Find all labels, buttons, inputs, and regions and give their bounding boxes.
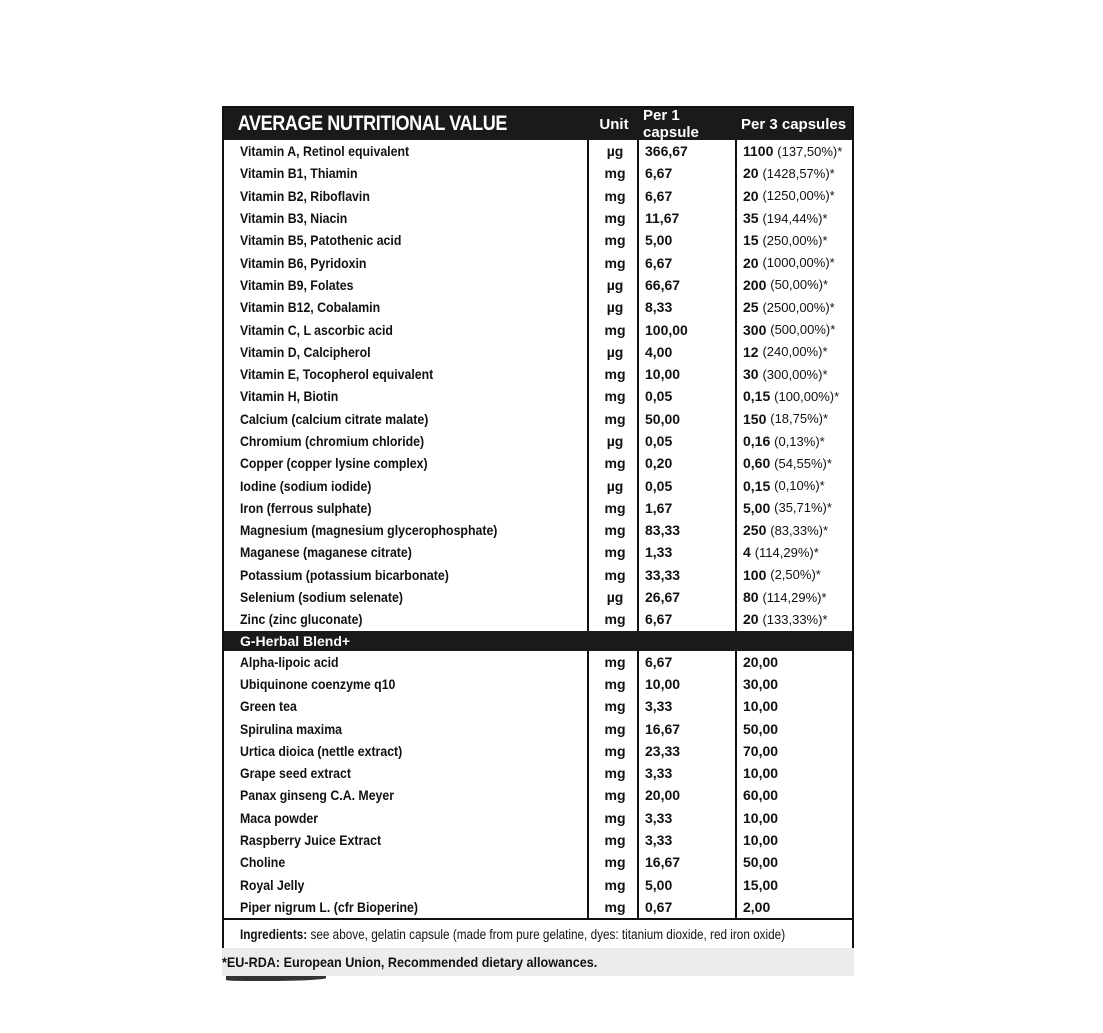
nutrient-per1: 1,67 [637,497,735,519]
nutrient-per1: 6,67 [637,251,735,273]
nutrient-rda: (0,10%)* [774,478,825,494]
nutrient-name-text: Green tea [240,698,297,715]
nutrient-per3-cell [735,717,852,739]
nutrient-unit: mg [587,519,637,541]
table-row [224,541,852,563]
ingredients-text: see above, gelatin capsule (made from pure gelatine, dyes: titanium dioxide, red iron oxide) [307,926,786,942]
nutrient-rda: (100,00%)* [774,388,840,404]
nutrient-name [224,676,587,692]
nutrient-per3: 10,00 [743,765,779,782]
nutrient-unit: mg [587,229,637,251]
nutrient-name-text: Zinc (zinc gluconate) [240,611,363,628]
nutrient-per1: 100,00 [637,318,735,340]
nutrition-table [222,106,854,950]
nutrient-per3-cell [735,651,852,673]
nutrient-name [224,522,587,538]
nutrient-unit: µg [587,341,637,363]
nutrient-name-text: Maganese (maganese citrate) [240,544,412,561]
table-row [224,497,852,519]
nutrient-name-text: Iron (ferrous sulphate) [240,499,372,516]
nutrient-name-text: Alpha-lipoic acid [240,653,339,670]
nutrient-name [224,322,587,338]
nutrient-per3: 50,00 [743,854,779,871]
nutrient-name [224,188,587,204]
nutrient-per3-cell [735,296,852,318]
nutrient-per3-cell [735,207,852,229]
nutrient-rda: (114,29%)* [754,544,819,560]
nutrient-rda: (500,00%)* [770,322,836,338]
nutrient-unit: mg [587,363,637,385]
nutrient-name-text: Selenium (sodium selenate) [240,589,403,606]
nutrient-rda: (35,71%)* [774,500,832,516]
nutrient-unit: mg [587,185,637,207]
nutrient-per1: 3,33 [637,762,735,784]
nutrient-unit: µg [587,430,637,452]
table-row [224,229,852,251]
nutrient-name [224,654,587,670]
nutrient-unit: mg [587,762,637,784]
nutrient-unit: mg [587,651,637,673]
nutrient-unit: mg [587,318,637,340]
nutrient-per1: 16,67 [637,717,735,739]
nutrient-per3: 0,16 [743,433,771,449]
nutrient-per1: 10,00 [637,363,735,385]
nutrient-name-text: Ubiquinone coenzyme q10 [240,675,396,692]
nutrient-per3-cell [735,673,852,695]
nutrient-per3: 250 [743,522,767,539]
nutrient-name-text: Vitamin E, Tocopherol equivalent [240,366,434,383]
nutrient-per3-cell [735,430,852,452]
nutrient-per3-cell [735,363,852,385]
nutrient-name [224,721,587,737]
column-header-per3: Per 3 capsules [741,115,847,133]
nutrient-rda: (2,50%)* [770,567,821,583]
nutrient-name-text: Vitamin B1, Thiamin [240,165,358,182]
table-row [224,296,852,318]
nutrient-name-text: Chromium (chromium chloride) [240,433,425,449]
nutrient-name [224,787,587,803]
nutrient-per3-cell [735,762,852,784]
table-row [224,318,852,340]
nutrient-unit: mg [587,162,637,184]
nutrient-per1: 33,33 [637,564,735,586]
nutrient-name-text: Royal Jelly [240,876,305,893]
nutrient-unit: mg [587,408,637,430]
nutrient-rda: (0,13%)* [774,433,825,449]
table-row [224,608,852,630]
nutrient-rda: (18,75%)* [770,411,829,427]
nutrient-unit: mg [587,695,637,717]
nutrient-rda: (1000,00%)* [762,255,835,271]
nutrient-per3: 4 [743,544,751,561]
nutrient-per3: 20 [743,254,759,271]
nutrient-per1: 0,67 [637,896,735,918]
nutrient-per3-cell [735,896,852,918]
nutrient-per3-cell [735,497,852,519]
nutrient-per3-cell [735,251,852,273]
nutrient-per1: 8,33 [637,296,735,318]
nutrient-rda: (1428,57%)* [762,165,835,181]
table-row [224,762,852,784]
nutrient-rda: (250,00%)* [762,232,828,248]
nutrient-per1: 50,00 [637,408,735,430]
nutrient-per3: 15 [743,232,759,249]
table-row [224,430,852,452]
nutrient-per3: 100 [743,566,767,583]
nutrient-per3: 150 [743,410,767,427]
nutrient-per3: 300 [743,321,767,338]
table-row [224,740,852,762]
table-row [224,784,852,806]
footnote [222,948,854,976]
nutrient-name-text: Iodine (sodium iodide) [240,477,372,494]
nutrient-rda: (83,33%)* [770,522,829,538]
nutrient-per1: 83,33 [637,519,735,541]
nutrient-per3: 200 [743,276,767,293]
nutrient-name [224,411,587,427]
nutrient-rda: (54,55%)* [774,455,832,471]
nutrient-per1: 6,67 [637,185,735,207]
nutrient-per3: 10,00 [743,809,779,826]
nutrient-per1: 1,33 [637,541,735,563]
nutrient-rda: (50,00%)* [770,277,829,293]
nutrient-name [224,299,587,315]
nutrient-name-text: Maca powder [240,809,319,826]
nutrient-unit: mg [587,564,637,586]
footnote-text: *EU-RDA: European Union, Recommended dietary allowances. [222,954,598,970]
blend-section-title: G-Herbal Blend+ [224,631,852,651]
nutrient-unit: mg [587,207,637,229]
nutrient-name-text: Spirulina maxima [240,720,343,737]
table-row [224,851,852,873]
nutrient-unit: µg [587,296,637,318]
nutrient-name [224,544,587,560]
table-row [224,519,852,541]
vitamins-section [224,140,852,631]
nutrient-per3: 10,00 [743,832,779,849]
nutrient-name [224,232,587,248]
nutrient-name-text: Calcium (calcium citrate malate) [240,410,429,427]
nutrient-name [224,589,587,605]
table-row [224,474,852,496]
nutrient-per3: 20,00 [743,653,779,670]
ingredients-label: Ingredients: [240,926,308,942]
nutrient-name-text: Vitamin D, Calcipherol [240,343,371,360]
nutrient-name-text: Vitamin C, L ascorbic acid [240,321,393,338]
nutrient-per3: 2,00 [743,898,771,915]
nutrient-per3-cell [735,341,852,363]
nutrient-name-text: Vitamin B2, Riboflavin [240,187,370,204]
nutrient-name [224,810,587,826]
nutrient-per3: 1100 [743,143,774,160]
table-header [224,108,852,140]
nutrient-per1: 26,67 [637,586,735,608]
nutrient-name-text: Vitamin B5, Patothenic acid [240,232,402,249]
nutrient-name [224,143,587,159]
nutrient-per3: 5,00 [743,499,771,516]
nutrient-per1: 3,33 [637,695,735,717]
nutrient-unit: mg [587,497,637,519]
table-row [224,651,852,673]
nutrient-per3-cell [735,541,852,563]
nutrient-per3-cell [735,695,852,717]
nutrient-unit: mg [587,673,637,695]
nutrient-per1: 11,67 [637,207,735,229]
nutrient-unit: mg [587,784,637,806]
nutrient-unit: mg [587,452,637,474]
nutrient-name-text: Magnesium (magnesium glycerophosphate) [240,522,498,539]
nutrient-per1: 0,05 [637,474,735,496]
nutrient-name-text: Vitamin B9, Folates [240,276,354,293]
nutrient-per1: 6,67 [637,162,735,184]
table-row [224,274,852,296]
table-row [224,408,852,430]
nutrient-per3: 20 [743,187,759,204]
nutrient-per3-cell [735,608,852,630]
table-row [224,695,852,717]
table-row [224,185,852,207]
nutrient-per3: 0,60 [743,455,771,472]
nutrient-name-text: Vitamin H, Biotin [240,388,339,405]
nutrient-name-text: Vitamin B3, Niacin [240,210,348,227]
nutrient-per3-cell [735,564,852,586]
nutrient-name [224,344,587,360]
nutrient-per3-cell [735,408,852,430]
nutrient-unit: mg [587,851,637,873]
table-row [224,586,852,608]
nutrient-per3: 30,00 [743,675,779,692]
nutrient-name [224,899,587,915]
nutrient-per1: 5,00 [637,229,735,251]
nutrient-rda: (1250,00%)* [762,188,835,204]
nutrient-per1: 5,00 [637,874,735,896]
nutrient-unit: mg [587,717,637,739]
nutrient-unit: mg [587,829,637,851]
table-row [224,363,852,385]
nutrient-per3: 60,00 [743,787,779,804]
nutrient-per1: 3,33 [637,829,735,851]
blend-section [224,651,852,919]
nutrient-name-text: Piper nigrum L. (cfr Bioperine) [240,898,418,915]
nutrient-rda: (240,00%)* [762,344,828,360]
nutrient-name-text: Raspberry Juice Extract [240,832,382,849]
nutrient-unit: µg [587,274,637,296]
nutrient-name-text: Potassium (potassium bicarbonate) [240,566,449,583]
nutrient-rda: (137,50%)* [777,143,843,159]
table-row [224,251,852,273]
nutrient-per3-cell [735,829,852,851]
nutrient-name [224,455,587,471]
ingredients-line [224,918,852,948]
nutrient-per3-cell [735,807,852,829]
nutrient-name-text: Urtica dioica (nettle extract) [240,742,403,759]
nutrient-rda: (194,44%)* [762,210,828,226]
nutrient-per1: 4,00 [637,341,735,363]
nutrient-per1: 366,67 [637,140,735,162]
nutrient-per3: 30 [743,366,759,383]
nutrient-rda: (300,00%)* [762,366,828,382]
nutrient-per3-cell [735,586,852,608]
nutrient-per1: 66,67 [637,274,735,296]
nutrient-per3-cell [735,385,852,407]
nutrient-name [224,832,587,848]
column-header-unit: Unit [599,115,629,133]
table-row [224,452,852,474]
nutrient-name [224,165,587,181]
nutrient-per3-cell [735,229,852,251]
nutrient-per3-cell [735,274,852,296]
nutrient-per3: 35 [743,210,759,227]
table-row [224,162,852,184]
nutrient-name [224,698,587,714]
nutrient-per3: 50,00 [743,720,779,737]
nutrient-unit: µg [587,474,637,496]
nutrient-name-text: Vitamin B6, Pyridoxin [240,254,367,271]
table-title: AVERAGE NUTRITIONAL VALUE [237,112,507,135]
nutrient-per1: 6,67 [637,608,735,630]
nutrient-per3: 12 [743,343,759,360]
nutrient-name [224,255,587,271]
nutrient-per3-cell [735,162,852,184]
nutrient-name [224,743,587,759]
table-row [224,140,852,162]
nutrient-per3: 20 [743,611,759,628]
nutrient-name [224,478,587,494]
nutrient-name [224,765,587,781]
nutrient-rda: (2500,00%)* [762,299,835,315]
table-row [224,385,852,407]
nutrient-unit: mg [587,385,637,407]
nutrient-per3: 80 [743,589,759,606]
column-header-per1: Per 1 capsule [643,107,699,141]
nutrient-unit: mg [587,541,637,563]
nutrient-name [224,388,587,404]
nutrient-per3-cell [735,474,852,496]
nutrient-name [224,611,587,627]
nutrient-per3: 0,15 [743,477,771,494]
nutrient-per3-cell [735,874,852,896]
nutrient-per3-cell [735,740,852,762]
nutrient-per1: 0,05 [637,385,735,407]
table-row [224,207,852,229]
nutrient-name-text: Panax ginseng C.A. Meyer [240,787,395,804]
nutrient-name-text: Copper (copper lysine complex) [240,455,428,472]
nutrient-unit: mg [587,896,637,918]
nutrient-unit: mg [587,608,637,630]
nutrient-name [224,366,587,382]
nutrient-per3-cell [735,185,852,207]
nutrient-per3-cell [735,452,852,474]
nutrient-per3: 15,00 [743,876,779,893]
nutrient-per1: 16,67 [637,851,735,873]
nutrient-per3: 25 [743,299,759,316]
table-row [224,829,852,851]
table-row [224,564,852,586]
nutrient-per3-cell [735,784,852,806]
nutrient-per3-cell [735,519,852,541]
nutrient-name-text: Choline [240,854,286,871]
nutrient-unit: µg [587,140,637,162]
nutrient-per3: 0,15 [743,388,771,405]
nutrient-per1: 20,00 [637,784,735,806]
nutrient-per3-cell [735,140,852,162]
nutrient-rda: (114,29%)* [762,589,827,605]
nutrient-name-text: Vitamin B12, Cobalamin [240,299,381,316]
nutrient-per3: 70,00 [743,742,779,759]
nutrient-unit: µg [587,586,637,608]
table-row [224,874,852,896]
nutrient-per1: 23,33 [637,740,735,762]
table-row [224,673,852,695]
nutrient-unit: mg [587,807,637,829]
nutrient-per1: 3,33 [637,807,735,829]
nutrient-name [224,433,587,449]
nutrient-per1: 6,67 [637,651,735,673]
nutrient-rda: (133,33%)* [762,611,828,627]
table-row [224,896,852,918]
nutrient-name-text: Grape seed extract [240,765,351,782]
nutrient-name [224,500,587,516]
table-row [224,717,852,739]
nutrient-name [224,277,587,293]
nutrient-name [224,210,587,226]
table-row [224,341,852,363]
nutrient-per1: 0,20 [637,452,735,474]
nutrient-unit: mg [587,251,637,273]
nutrient-per1: 10,00 [637,673,735,695]
nutrient-name-text: Vitamin A, Retinol equivalent [240,143,410,160]
table-row [224,807,852,829]
nutrient-per3-cell [735,851,852,873]
nutrient-name [224,854,587,870]
nutrient-name [224,877,587,893]
nutrient-unit: mg [587,874,637,896]
nutrient-unit: mg [587,740,637,762]
nutrient-per1: 0,05 [637,430,735,452]
nutrient-per3: 10,00 [743,698,779,715]
decorative-shadow [226,976,326,981]
nutrient-per3-cell [735,318,852,340]
nutrient-per3: 20 [743,165,759,182]
nutrient-name [224,567,587,583]
